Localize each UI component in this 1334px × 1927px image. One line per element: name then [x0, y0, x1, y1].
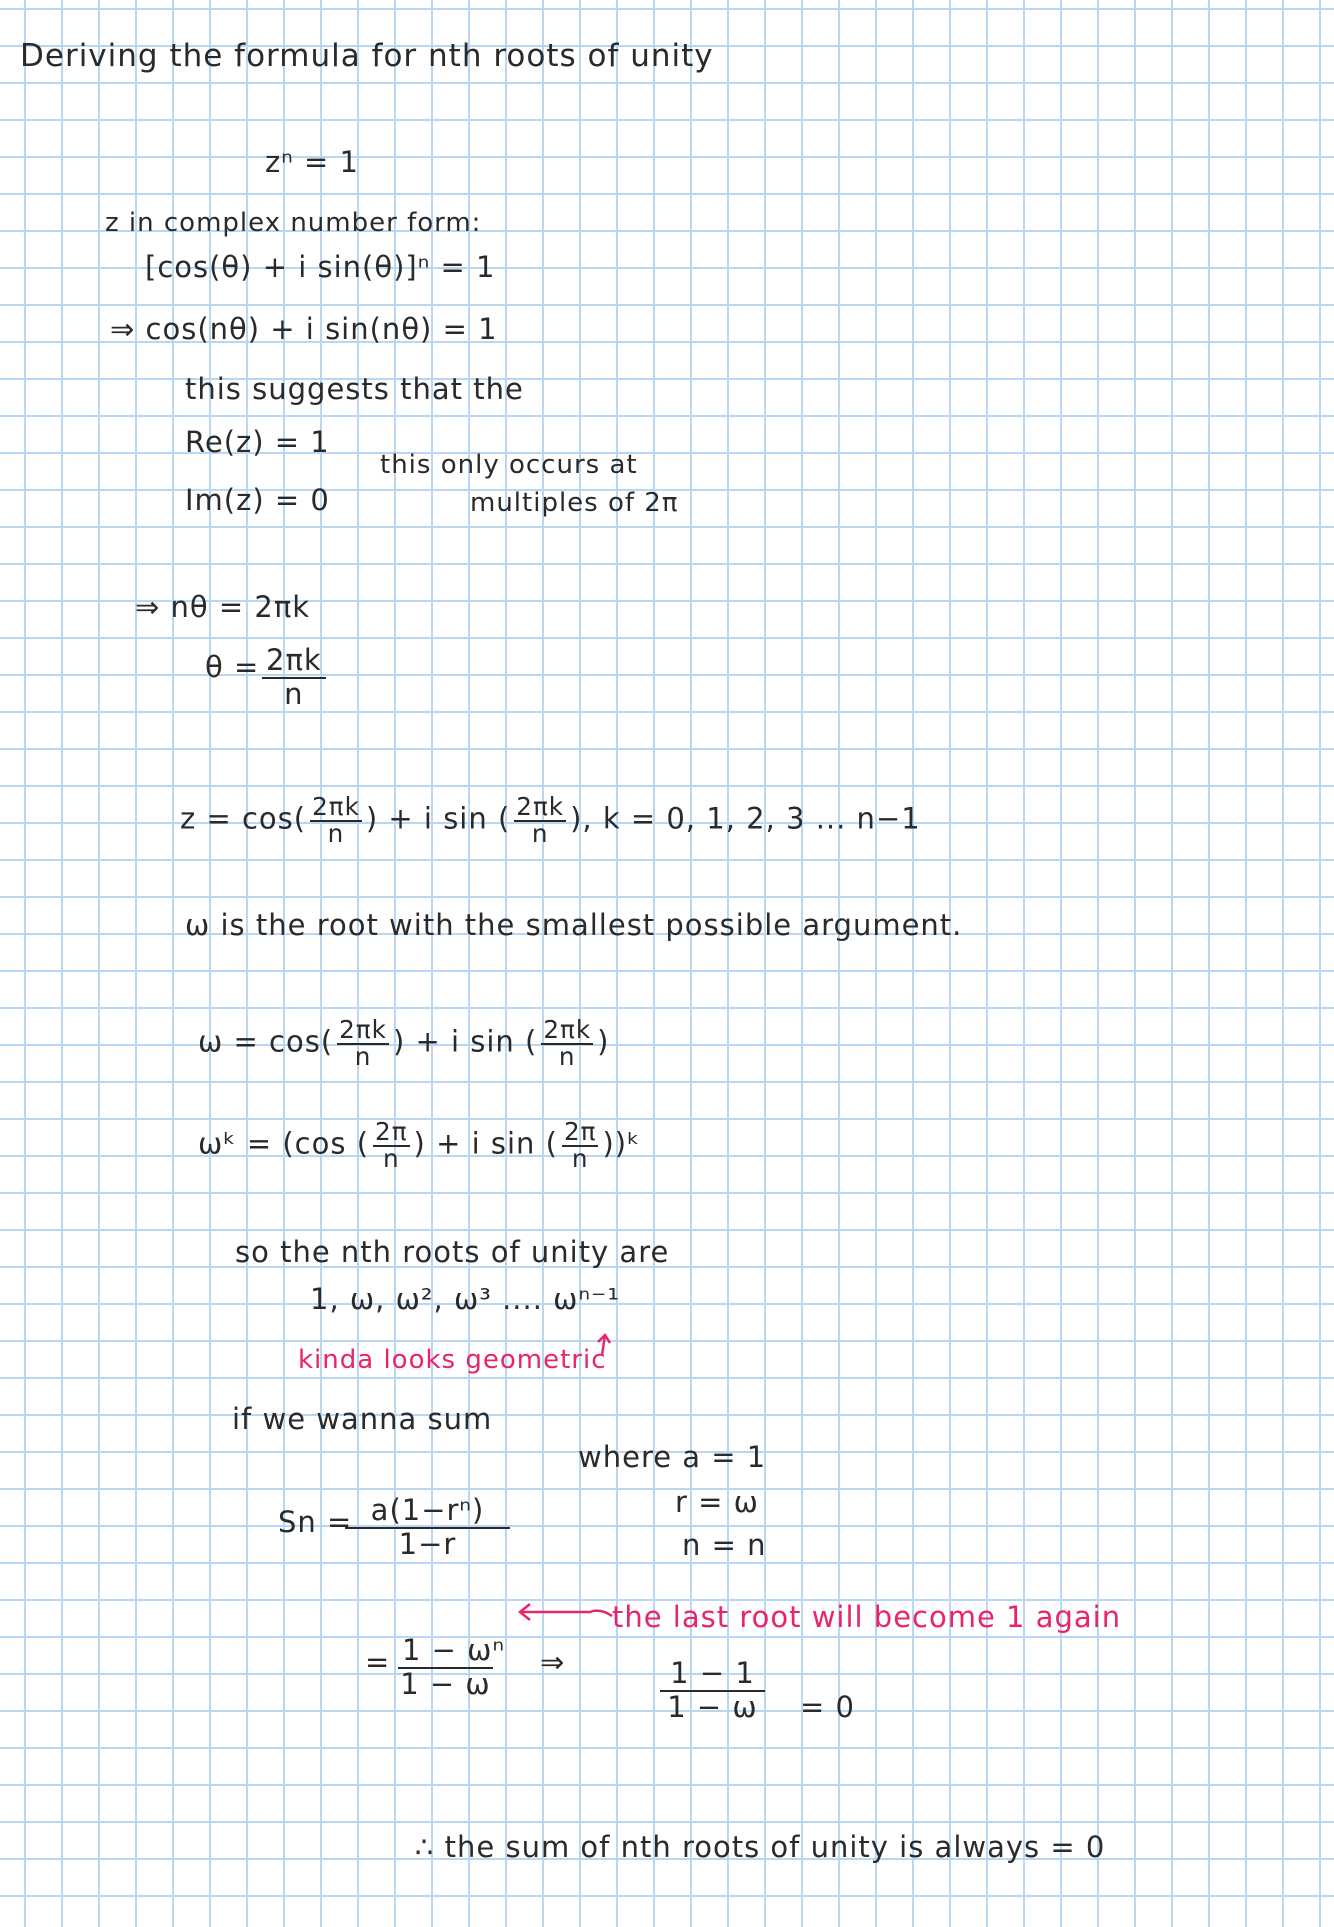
- only-occurs-note-1: this only occurs at: [380, 450, 638, 480]
- omega-k-fraction-2: $\frac{2\pi}{n}$: [563, 1117, 597, 1173]
- roots-list: 1, ω, ω², ω³ .... ωⁿ⁻¹: [310, 1282, 620, 1316]
- only-occurs-note-2: multiples of 2π: [470, 488, 679, 518]
- sn-fraction: $\frac{\text{a(1−rⁿ)}}{1-r}$: [345, 1495, 510, 1561]
- last-root-arrow-icon: [520, 1604, 612, 1620]
- z-fraction-1: $\frac{2\pi k}{n}$: [312, 792, 360, 848]
- where-r: r = ω: [675, 1485, 759, 1519]
- result-fraction: $\frac{1 - 1}{1 - \omega}$: [660, 1658, 765, 1724]
- theta-numerator: 2πk: [262, 645, 326, 679]
- where-a: where a = 1: [578, 1440, 767, 1474]
- result-equals-zero: = 0: [800, 1690, 855, 1724]
- page-title: Deriving the formula for nth roots of unity: [20, 38, 714, 74]
- z-mid: ) + i sin (: [365, 801, 511, 836]
- last-root-note: the last root will become 1 again: [612, 1600, 1122, 1634]
- geometric-arrow-icon: [598, 1335, 610, 1355]
- z-lhs: z = cos(: [180, 801, 307, 836]
- complex-form-label: z in complex number form:: [105, 208, 482, 238]
- sn-lhs: Sn =: [278, 1505, 353, 1539]
- omega-k-equation: ωᵏ = (cos ( $\frac{2\pi}{n}$ ) + i sin ( $\frac{2\pi}{n}$ ))ᵏ: [198, 1117, 641, 1173]
- z-fraction-2: $\frac{2\pi k}{n}$: [516, 792, 565, 848]
- sn-simplified-fraction: $\frac{\text{1 − ωⁿ}}{1 - \omega}$: [398, 1635, 493, 1701]
- imaginary-part-condition: Im(z) = 0: [185, 483, 330, 517]
- real-part-condition: Re(z) = 1: [185, 425, 330, 459]
- omega-equation: ω = cos( $\frac{2\pi k}{n}$ ) + i sin ( $\frac{2\pi k}{n}$ ): [198, 1015, 610, 1071]
- omega-k-fraction-1: $\frac{2\pi}{n}$: [375, 1117, 408, 1173]
- so-roots-text: so the nth roots of unity are: [235, 1235, 670, 1269]
- equation-zn: zⁿ = 1: [265, 145, 359, 179]
- omega-fraction-2: $\frac{2\pi k}{n}$: [543, 1015, 592, 1071]
- equation-n-theta: ⇒ nθ = 2πk: [135, 590, 311, 624]
- theta-denominator: n: [284, 676, 304, 711]
- equation-de-moivre: ⇒ cos(nθ) + i sin(nθ) = 1: [110, 312, 498, 346]
- equals-sign: =: [365, 1645, 391, 1679]
- geometric-note: kinda looks geometric: [298, 1345, 607, 1375]
- theta-lhs: θ =: [205, 650, 260, 684]
- wanna-sum-text: if we wanna sum: [232, 1402, 493, 1436]
- omega-definition: ω is the root with the smallest possible argument.: [185, 908, 963, 942]
- where-n: n = n: [682, 1528, 767, 1562]
- z-rhs: ), k = 0, 1, 2, 3 ... n−1: [570, 801, 921, 836]
- suggests-text: this suggests that the: [185, 372, 524, 406]
- omega-fraction-1: $\frac{2\pi k}{n}$: [339, 1015, 387, 1071]
- conclusion: ∴ the sum of nth roots of unity is always = 0: [415, 1830, 1106, 1864]
- equation-polar-power: [cos(θ) + i sin(θ)]ⁿ = 1: [145, 250, 496, 284]
- implies-arrow: ⇒: [540, 1645, 566, 1679]
